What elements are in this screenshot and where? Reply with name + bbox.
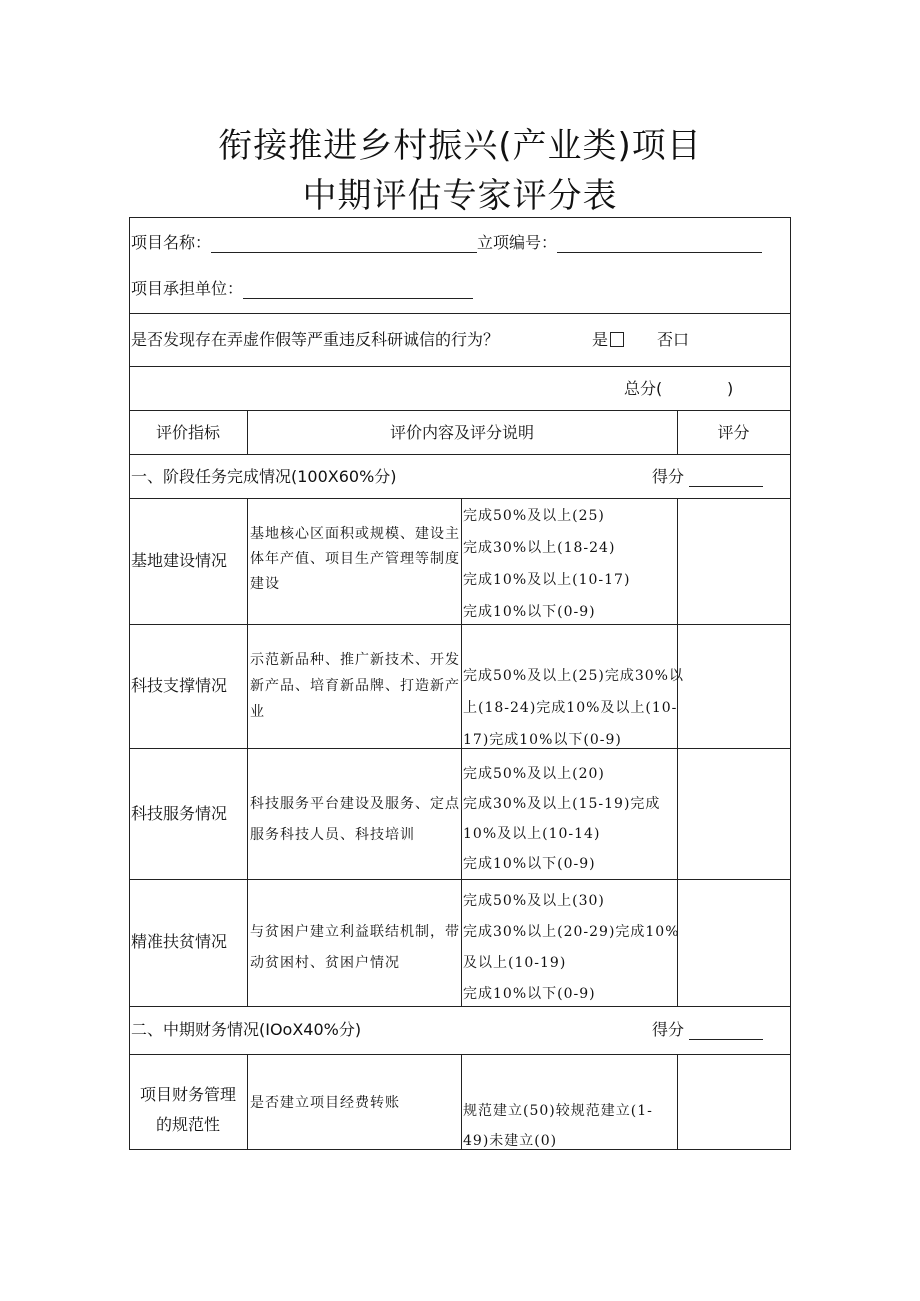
section1-score-blank[interactable] [689,468,763,487]
row2-content-line: 业 [250,704,265,720]
section2-title: 二、中期财务情况(IOoX40%分) [131,1020,362,1039]
row4-score-input[interactable] [680,881,788,1004]
section1-score-field[interactable] [652,467,763,487]
row3-criteria-line: 完成50%及以上(20) [463,766,605,782]
row1-content-line: 体年产值、项目生产管理等制度 [250,551,460,567]
col-indicator-header: 评价指标 [155,423,220,442]
unit-blank[interactable] [243,280,473,299]
row3-criteria-line: 完成30%及以上(15-19)完成 [463,796,661,812]
row1-indicator: 基地建设情况 [131,551,228,570]
unit-field[interactable] [131,279,473,299]
section2-score-label: 得分 [652,1020,685,1039]
row2-indicator: 科技支撑情况 [131,676,228,695]
s2-score-input[interactable] [680,1056,788,1147]
row2-criteria-line: 完成50%及以上(25)完成30%以 [463,668,684,684]
row4-criteria [463,886,680,1010]
integrity-question: 是否发现存在弄虚作假等严重违反科研诚信的行为？ [131,330,500,349]
row1-criteria [463,500,630,628]
row4-indicator: 精准扶贫情况 [131,932,228,951]
row1-criteria-line: 完成10%以下(0-9) [463,604,596,620]
total-score-label: 总分( [624,379,663,398]
integrity-yes-option[interactable] [592,330,624,350]
row1-criteria-line: 完成50%及以上(25) [463,508,605,524]
yes-checkbox-icon[interactable] [610,332,624,347]
row4-criteria-line: 完成30%以上(20-29)完成10% [463,924,680,940]
row4-content-line: 与贫困户建立利益联结机制，带 [250,924,460,940]
col-score-header: 评分 [717,423,750,442]
row3-content-line: 服务科技人员、科技培训 [250,827,415,843]
page-title-line1: 衔接推进乡村振兴(产业类)项目 [218,126,702,166]
s2-content: 是否建立项目经费转账 [250,1095,400,1111]
row1-content-line: 基地核心区面积或规模、建设主 [250,526,460,542]
row1-score-input[interactable] [680,500,788,622]
project-name-label: 项目名称： [131,233,212,252]
row1-content-line: 建设 [250,576,280,592]
row3-content-line: 科技服务平台建设及服务、定点 [250,796,460,812]
row1-criteria-line: 完成30%以上(18-24) [463,540,616,556]
project-no-blank[interactable] [557,234,762,253]
row1-criteria-line: 完成10%及以上(10-17) [463,572,631,588]
section2-score-field[interactable] [652,1020,763,1040]
integrity-no-option[interactable]: 否口 [657,330,690,349]
section2-score-blank[interactable] [689,1021,763,1040]
row2-score-input[interactable] [680,626,788,746]
project-name-blank[interactable] [211,234,477,253]
row1-content [250,522,460,597]
col-content-header: 评价内容及评分说明 [389,423,534,442]
unit-label: 项目承担单位： [131,279,244,298]
row2-content-line: 示范新品种、推广新技术、开发 [250,652,460,668]
section1-score-label: 得分 [652,467,685,486]
row2-content-line: 新产品、培育新品牌、打造新产 [250,678,460,694]
s2-criteria-line: 49)未建立(0) [463,1133,558,1149]
row3-score-input[interactable] [680,750,788,877]
section1-title: 一、阶段任务完成情况(100X60%分) [131,467,397,486]
yes-label: 是 [592,330,609,349]
project-no-label: 立项编号： [477,233,558,252]
row2-content [250,647,460,725]
row3-criteria [463,759,660,879]
s2-indicator-line: 的规范性 [155,1115,220,1134]
row2-criteria-line: 17)完成10%以下(0-9) [463,732,622,748]
row2-criteria [463,660,684,756]
s2-criteria [463,1096,653,1156]
row4-criteria-line: 完成50%及以上(30) [463,893,605,909]
total-score-close: ) [727,379,734,398]
s2-criteria-line: 规范建立(50)较规范建立(1- [463,1103,653,1119]
row3-indicator: 科技服务情况 [131,804,228,823]
row4-content [250,917,460,979]
row4-content-line: 动贫困村、贫困户情况 [250,955,400,971]
s2-indicator [129,1080,247,1140]
s2-indicator-line: 项目财务管理 [139,1085,236,1104]
project-name-field[interactable] [131,233,762,253]
row3-criteria-line: 完成10%以下(0-9) [463,856,596,872]
row4-criteria-line: 及以上(10-19) [463,955,567,971]
row2-criteria-line: 上(18-24)完成10%及以上(10- [463,700,678,716]
row3-criteria-line: 10%及以上(10-14) [463,826,601,842]
row4-criteria-line: 完成10%以下(0-9) [463,986,596,1002]
page-title-line2: 中期评估专家评分表 [302,176,618,216]
row3-content [250,789,460,851]
